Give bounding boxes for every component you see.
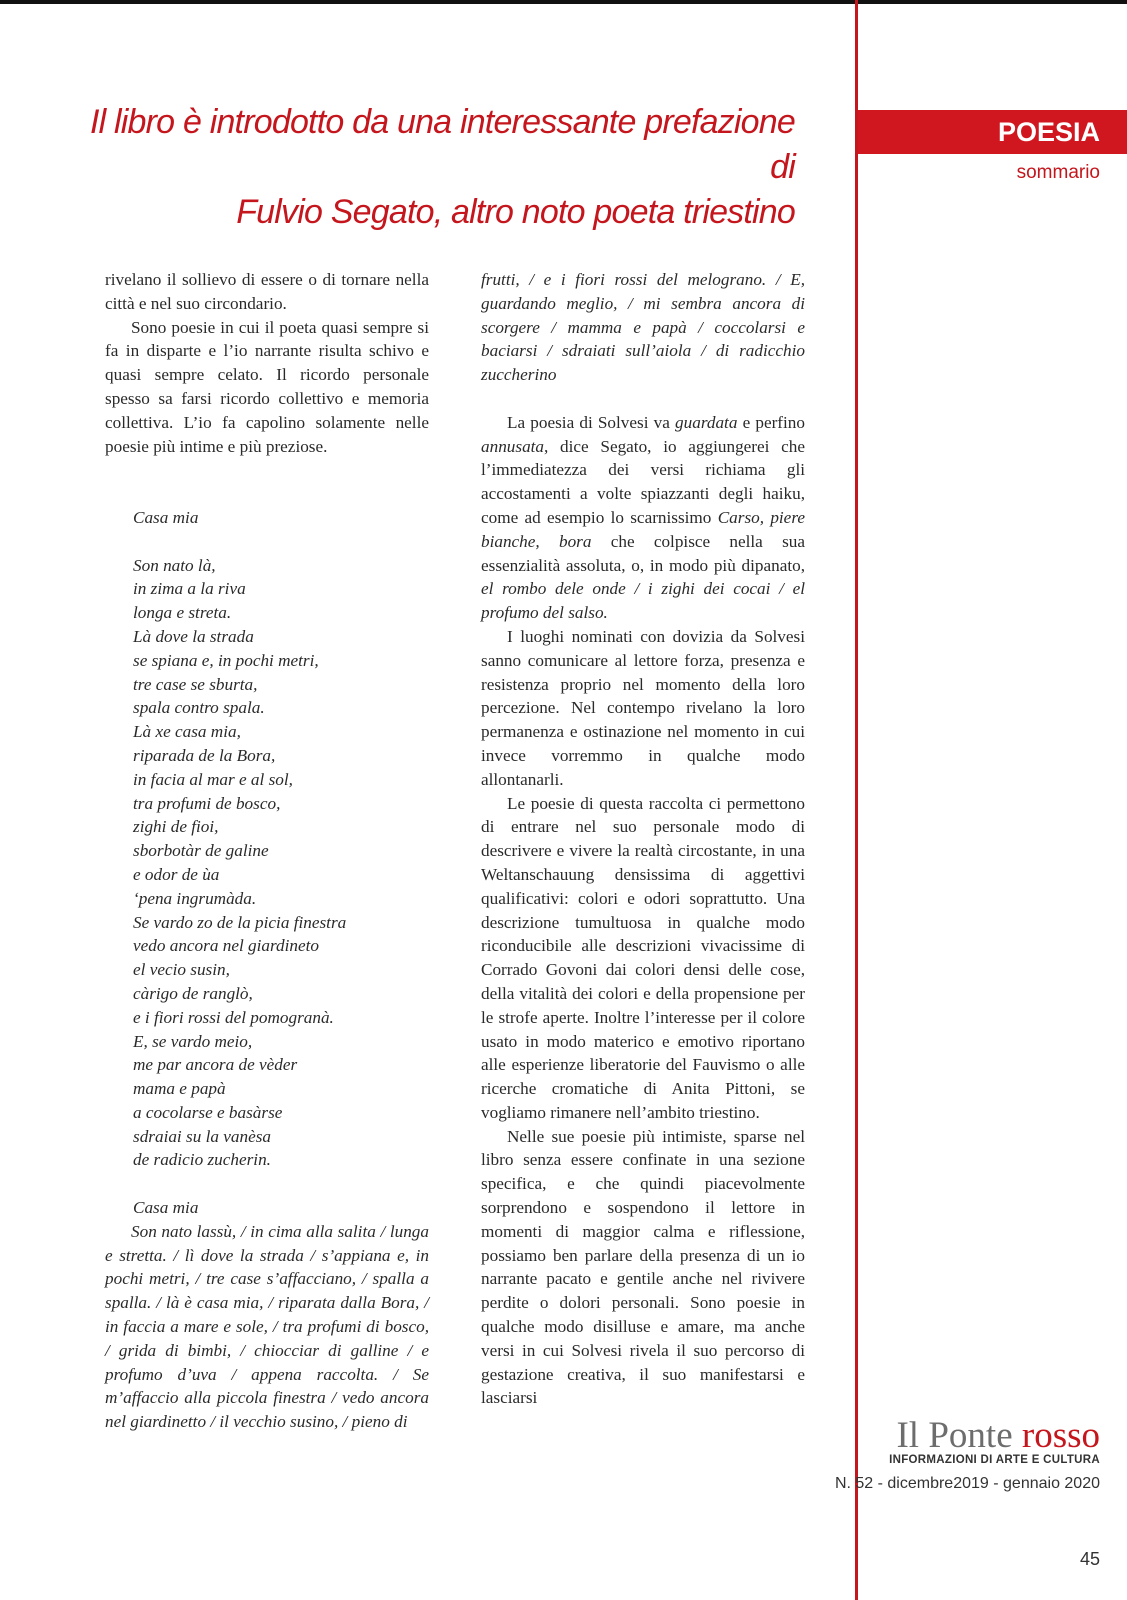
poem-line: ‘pena ingrumàda. [133,888,257,908]
poem-translation-continued: frutti, / e i fiori rossi del melograno. / E, guardando meglio, / mi sembra ancora di scorgere / mamma e papà / coccolarsi e baciarsi / sdraiati sull’aiola / di radicchio zuccherino [481,270,805,385]
poem-line: mama e papà [133,1079,226,1099]
poem-line: me par ancora de vèder [133,1055,298,1075]
issue-info: N. 52 - dicembre2019 - gennaio 2020 [834,1475,1100,1492]
paragraph: I luoghi nominati con dovizia da Solvesi sanno comunicare al lettore forza, presenza e resistenza proprio nel momento della loro percezione. Nel contempo rivelano la loro permanenza e ostinazione nel momento in cui invece vorremmo in qualche modo allontanarli. [481,626,805,789]
poem-title: Casa mia [133,507,199,527]
poem-line: el vecio susin, [133,960,230,980]
headline-line-1: Il libro è introdotto da una interessante prefazione di [90,103,795,186]
sommario-link[interactable]: sommario [1016,162,1100,183]
poem-line: càrigo de ranglò, [133,983,253,1003]
poem-line: Se vardo zo de la picia finestra [133,912,347,932]
poem-dialect [105,506,429,1172]
poem-line: tra profumi de bosco, [133,793,281,813]
article-column-1 [105,268,429,1434]
poem-translation-title-block [105,1196,429,1220]
poem-line: riparada de la Bora, [133,745,276,765]
section-band [858,110,1127,154]
magazine-logo: Il Ponte rosso [896,1415,1100,1456]
poem-line: se spiana e, in pochi metri, [133,650,319,670]
section-label: POESIA [997,117,1100,147]
magazine-tagline: INFORMAZIONI DI ARTE E CULTURA [889,1454,1100,1466]
poem-line: e odor de ùa [133,864,220,884]
top-rule [0,0,1127,4]
poem-line: in facia al mar e al sol, [133,769,293,789]
paragraph: Nelle sue poesie più intimiste, sparse nel libro senza essere confinate in una sezione specifica, e che quindi piacevolmente sorprendono e sospendono il lettore in momenti di maggior calma e riflessione, possiamo ben parlare della presenza di un io narrante pacato e gentile anche nel rivivere perdite o dolori personali. Sono poesie in qualche modo disilluse e amare, ma anche versi in cui Solvesi rivela il suo percorso di gestazione creativa, il suo manifestarsi e lasciarsi [481,1126,805,1408]
poem-line: Là xe casa mia, [133,722,241,742]
poem-line: Là dove la strada [133,626,254,646]
vertical-red-rule [855,0,858,1600]
poem-line: in zima a la riva [133,579,246,599]
paragraph: Le poesie di questa raccolta ci permettono di entrare nel suo personale modo di descrivere e vivere la realtà circostante, in una Weltanschauung densissima di aggettivi qualificativi: colori e odori soprattutto. Una descrizione tumultuosa in qualche modo riconducibile alle descrizioni vivacissime di Corrado Govoni dai colori densi delle cose, della vitalità dei colori e della propensione per le strofe aperte. Inoltre l’interesse per il colore usato in modo materico e emotivo riportano alle esperienze liberatorie del Fauvismo o alle ricerche cromatiche di Anita Pittoni, se vogliamo rimanere nell’ambito triestino. [481,793,805,1122]
page-number: 45 [1079,1549,1100,1569]
poem-line: de radicio zucherin. [133,1150,271,1170]
headline-line-2: Fulvio Segato, altro noto poeta triestino [236,193,795,231]
paragraph: rivelano il sollievo di essere o di tornare nella città e nel suo circondario. [105,270,429,313]
poem-line: zighi de fioi, [133,817,219,837]
paragraph: La poesia di Solvesi va guardata e perfino annusata, dice Segato, io aggiungerei che l’immediatezza dei versi richiama gli accostamenti a volte spiazzanti degli haiku, come ad esempio lo scarnissimo Carso, piere bianche, bora che colpisce nella sua essenzialità assoluta, o, in modo più dipanato, el rombo dele onde / i zighi dei cocai / el profumo del salso. [481,412,805,623]
poem-line: sborbotàr de galine [133,841,269,861]
poem-line: a cocolarse e basàrse [133,1102,283,1122]
poem-line: spala contro spala. [133,698,265,718]
poem-title: Casa mia [133,1198,199,1218]
poem-line: longa e streta. [133,603,232,623]
poem-line: E, se vardo meio, [133,1031,253,1051]
poem-line: tre case se sburta, [133,674,258,694]
poem-line: vedo ancora nel giardineto [133,936,319,956]
pull-quote-headline [60,100,795,235]
article-column-2 [481,268,805,1410]
poem-line: Son nato là, [133,555,216,575]
poem-translation-text: Son nato lassù, / in cima alla salita / lunga e stretta. / lì dove la strada / s’appiana e, in pochi metri, / tre case s’affacciano, / spalla a spalla. / là è casa mia, / riparata dalla Bora, / in faccia a mare e sole, / tra profumi di bosco, / grida di bimbi, / chiocciar di galline / e profumo d’uva / appena raccolta. / Se m’affaccio alla piccola finestra / vedo ancora nel giardinetto / il vecchio susino, / pieno di [105,1221,429,1432]
poem-line: sdraiai su la vanèsa [133,1126,271,1146]
poem-line: e i fiori rossi del pomogranà. [133,1007,334,1027]
paragraph: Sono poesie in cui il poeta quasi sempre si fa in disparte e l’io narrante risulta schivo e quasi sempre celato. Il ricordo personale spesso sa farsi ricordo collettivo e memoria collettiva. L’io fa capolino solamente nelle poesie più intime e più preziose. [105,317,429,456]
